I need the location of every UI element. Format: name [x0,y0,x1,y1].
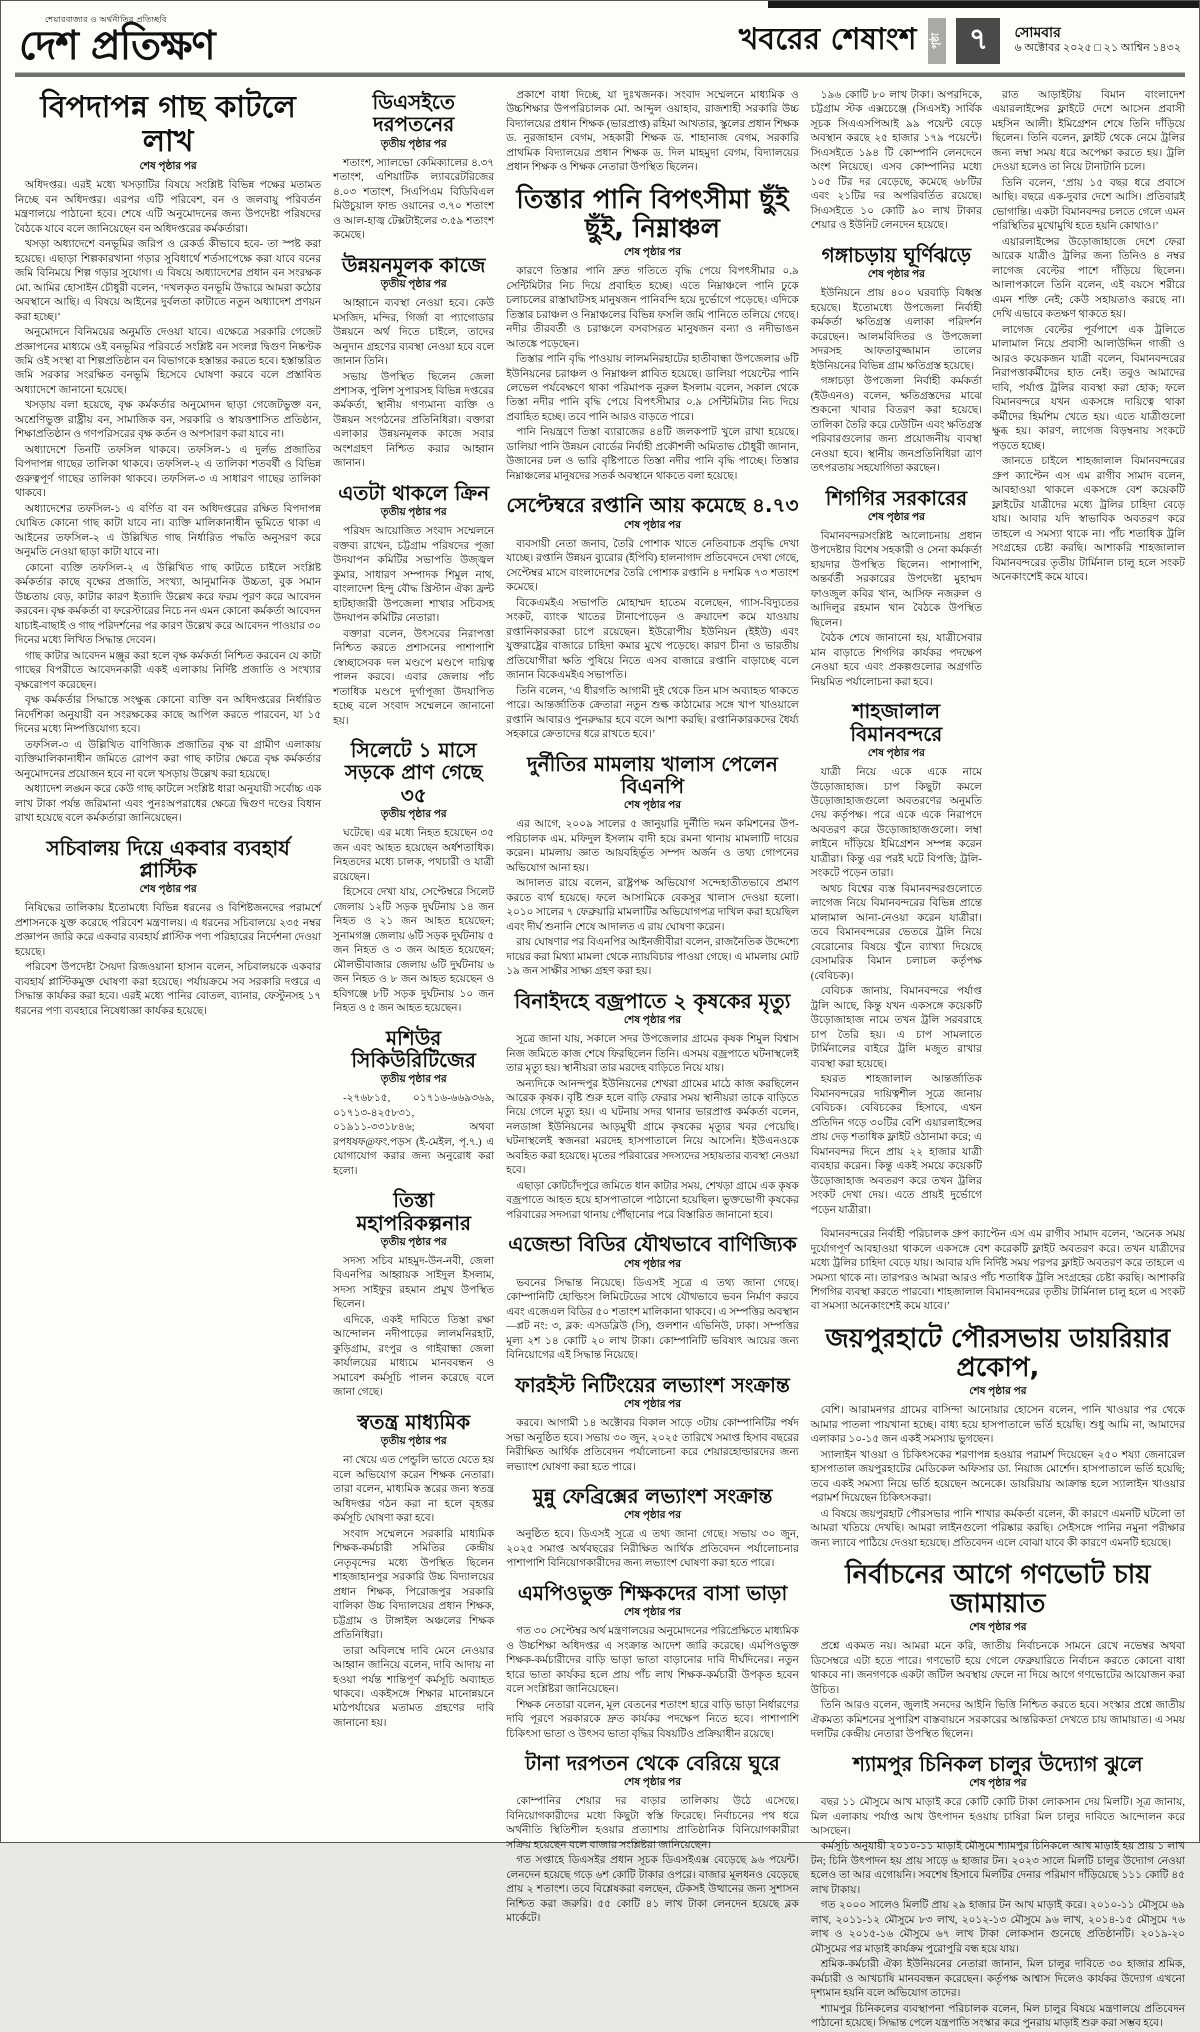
story-trolley-continued [992,89,1185,585]
story-headline: তিস্তার পানি বিপৎসীমা ছুঁই ছুঁই, নিম্নাঞ্চল [516,184,789,245]
story-headline: শাহজালাল বিমানবন্দরে [850,699,943,746]
story-body: ব্যবসায়ী নেতা জনাব, তৈরি পোশাক খাতে নেতিবাচক প্রবৃদ্ধি দেখা যাচ্ছে। রপ্তানি উন্নয়ন ব্যুরোর (ইপিবি) হালনাগাদ প্রতিবেদনে দেখা গেছে, সেপ্টেম্বর মাসে বাংলাদেশের তৈরি পোশাক রপ্তানি ৪ দশমিক ৭৩ শতাংশ কমেছে। বিকেএমইএ সভাপতি মোহাম্মদ হাতেম বলেছেন, গ্যাস-বিদ্যুতের সংকট, ব্যাংক খাতের টানাপোড়েন ও ক্রয়াদেশ কমে যাওয়ায় রপ্তানিকারকরা চাপে রয়েছেন। ইউরোপীয় ইউনিয়ন (ইইউ) এবং যুক্তরাষ্ট্রের বাজারে চাহিদা কমার মুখে পড়েছে। কারণ চীনা ও ভারতীয় প্রতিযোগীরা ক্ষতি পুষিয়ে নিতে এসব বাজারে রপ্তানি বাড়াচ্ছে বলে জানান বিকেএমইএ সভাপতি। তিনি বলেন, ‘এ ধীরগতি আগামী দুই থেকে তিন মাস অব্যাহত থাকতে পারে। আন্তর্জাতিক ক্রেতারা নতুন শুল্ক কাঠামোর সঙ্গে খাপ খাওয়ালে রপ্তানি আবারও পুনরুদ্ধার হবে বলে আশা করছি। রপ্তানিকারকদের ধৈর্য্য সহকারে ক্রেতাদের ধরে রাখতে হবে।’ [506,538,799,741]
column-ef [810,89,1185,2030]
continued-note: শেষ পৃষ্ঠার পর [623,800,682,812]
story-headline: সিলেটে ১ মাসে সড়কে প্রাণ গেছে ৩৫ [344,738,483,807]
continued-note: শেষ পৃষ্ঠার পর [139,161,197,173]
story-body: বেশি। আরামনগর গ্রামের বাসিন্দা আনোয়ার হোসেন বলেন, পানি খাওয়ার পর থেকে আমার পাতলা পায়খানা হচ্ছে। বাধ্য হয়ে হাসপাতালে ভর্তি হয়েছি। শুধু আমি না, আমাদের এলাকার ১০-১৫ জন একই সমস্যায় ভুগছেন। স্যালাইন খাওয়া ও চিকিৎসকের শরণাপন্ন হওয়ার পরামর্শ দিয়েছেন ২৫০ শয্যা জেনারেল হাসপাতাল জয়পুরহাটের মেডিকেল অফিসার ডা. নিয়াজ মোর্শেদ। হাসপাতালে ভর্তি হয়েছি; তবে একই সমস্যা নিয়ে ভর্তি হয়েছেন অনেকে। ডায়রিয়ায় আক্রান্ত হলে স্যালাইন খাওয়ার পরামর্শ দিয়েছেন চিকিৎসকরা। এ বিষয়ে জয়পুরহাট পৌরসভার পানি শাখার কর্মকর্তা বলেন, কী কারণে এমনটি ঘটলো তা আমরা খতিয়ে দেখছি। আমরা লাইনগুলো পরিষ্কার করছি। সেইসঙ্গে পানির নমুনা পরীক্ষার জন্য ল্যাবে পাঠিয়ে দেওয়া হয়েছে। প্রতিবেদন এলে বোঝা যাবে কী কারণে এমনটি হয়েছে। [810,1405,1185,1549]
story-referendum-jamaat [811,1561,1185,1743]
continued-note: শেষ পৃষ্ঠার পর [623,1399,682,1411]
story-headline: এতটা থাকলে ক্রিন [338,480,490,505]
continued-note: তৃতীয় পৃষ্ঠার পর [380,507,447,519]
masthead [19,15,215,69]
story-shahjalal-airport [811,700,982,1218]
story-headline: শিগগির সরকারের [825,485,968,510]
story-separate-secondary [333,1411,494,1732]
story-body: অধিদপ্তর। এরই মধ্যে খসড়াটির বিষয়ে সংশ্লিষ্ট বিভিন্ন পক্ষের মতামত নিচ্ছে বন অধিদপ্তর। এরপর এটি পরিবেশ, বন ও জলবায়ু পরিবর্তন মন্ত্রণালয়ে পাঠানো হবে। শেষে এটি অনুমোদনের জন্য উপদেষ্টা পরিষদের বৈঠকে যাবে বলে জানিয়েছেন বন অধিদপ্তরের কর্মকর্তারা। খসড়া অধ্যাদেশে বনভূমির জরিপ ও রেকর্ড কীভাবে হবে- তা স্পষ্ট করা হয়েছে। এছাড়া শিল্পকারখানা গড়ার সুবিধার্থে শর্তসাপেক্ষে করা যাবে বনের জমি বিনিময়ে শিল্প গড়ার সুযোগ। এ বিষয়ে অধ্যাদেশের প্রধান বন সংরক্ষক মো. আমির হোসাইন চৌধুরী বলেন, ‘দখলকৃত বনভূমি উদ্ধারে আমরা কঠোর অবস্থানে আছি। এ বিষয়ে আইনের দুর্বলতা কাটাতে নতুন অধ্যাদেশ প্রণয়ন করা হচ্ছে।’ অনুমোদনে বিনিময়ের অনুমতি দেওয়া যাবে। এক্ষেত্রে সরকারি গেজেট প্রজ্ঞাপনের মাধ্যমে ওই বনভূমির পরিবর্তে সংশ্লিষ্ট বন সংলগ্ন দ্বিগুণ নিষ্কণ্টক জমি ওই সংস্থা বা শিল্পপ্রতিষ্ঠান বন বিভাগকে হস্তান্তর করতে হবে। হস্তান্তরিত জমি সরকার সংরক্ষিত বনভূমি হিসেবে ঘোষণা করবে বলে প্রস্তাবিত অধ্যাদেশে জানানো হয়েছে। খসড়ায় বলা হয়েছে, বৃক্ষ কর্মকর্তার অনুমোদন ছাড়া গেজেটভুক্ত বন, অশ্রেণিভুক্ত রাষ্ট্রীয় বন, সামাজিক বন, সরকারি ও স্বায়ত্তশাসিত প্রতিষ্ঠান, শিক্ষাপ্রতিষ্ঠান ও গণপরিসরের বৃক্ষ কর্তন ও অপসারণ করা যাবে না। অধ্যাদেশে তিনটি তফসিল থাকবে। তফসিল-১ এ দুর্লভ প্রজাতির বিপদাপন্ন গাছের তালিকা থাকবে। তফসিল-২ এ তালিকা শতবর্ষী ও বিভিন্ন গুরুত্বপূর্ণ গাছের তালিকা থাকবে। তফসিল-৩ এ সাধারণ গাছের তালিকা থাকবে। অধ্যাদেশের তফসিল-১ এ বর্ণিত বা বন অধিদপ্তরের রক্ষিত বিপদাপন্ন ঘোষিত কোনো গাছ কাটা যাবে না। ব্যক্তি মালিকানাধীন ভূমিতে থাকা এ আইনের তফসিল-২ এ উল্লিখিত গাছ নির্ধারিত পদ্ধতি অনুসরণ করে অনুমতি নেওয়া ছাড়া কাটা যাবে না। কোনো ব্যক্তি তফসিল-২ এ উল্লিখিত গাছ কাটতে চাইলে সংশ্লিষ্ট কর্মকর্তার কাছে বৃক্ষের প্রজাতি, সংখ্যা, আনুমানিক উচ্চতা, বুক সমান উচ্চতায় বেড়, কাটার কারণ ইত্যাদি উল্লেখ করে ফরম পূরণ করে আবেদন করবেন। বৃক্ষ কর্মকর্তা বা ফরেস্টারের নিচে নন এমন কোনো কর্মকর্তা আবেদন যাচাই-বাছাই ও গাছ পরিদর্শনের পর কারণ উল্লেখ করে আবেদন পাওয়ার ৩০ দিনের মধ্যে লিখিত সিদ্ধান্ত দেবেন। গাছ কাটার আবেদন মঞ্জুর করা হলে বৃক্ষ কর্মকর্তা নিশ্চিত করবেন যে কাটা গাছের বিপরীতে আবেদনকারী একই এলাকায় নির্দিষ্ট প্রজাতি ও সংখ্যার বৃক্ষরোপণ করেছেন। বৃক্ষ কর্মকর্তার সিদ্ধান্তে সংক্ষুব্ধ কোনো ব্যক্তি বন অধিদপ্তরের নির্ধারিত নির্দেশিকা অনুযায়ী বন সংরক্ষকের কাছে আপিল করতে পারবেন, যা ১৫ দিনের মধ্যে নিষ্পত্তিযোগ্য হবে। তফসিল-৩ এ উল্লিখিত বাণিজ্যিক প্রজাতির বৃক্ষ বা গ্রামীণ এলাকায় ব্যক্তিমালিকানাধীন জমিতে রোপণ করা গাছ কাটার ক্ষেত্রে বৃক্ষ কর্মকর্তার অনুমোদনের প্রয়োজন হবে না বলে খসড়ায় উল্লেখ করা হয়েছে। অধ্যাদেশ লঙ্ঘন করে কেউ গাছ কাটলে সংশ্লিষ্ট ধারা অনুযায়ী সর্বোচ্চ এক লাখ টাকা পর্যন্ত জরিমানা এবং পুনঃঅপরাধের ক্ষেত্রে দ্বিগুণ দণ্ডের বিধান রাখা হয়েছে বলে কর্মকর্তারা জানিয়েছেন। [15,180,322,825]
continued-note: শেষ পৃষ্ঠার পর [623,519,682,531]
story-gangachara-storm [811,244,982,477]
story-body: কারণে তিস্তার পানি দ্রুত গতিতে বৃদ্ধি পেয়ে বিপৎসীমার ০.৯ সেন্টিমিটার নিচ দিয়ে প্রবাহিত হচ্ছে। এতে নিম্নাঞ্চলে পানি ঢুকে চলাচলের রাস্তাঘাটসহ মানুষজন পানিবন্দি হয়ে দুর্ভোগে পড়েছে। এদিকে তিস্তার চরাঞ্চল ও নিম্নাঞ্চলের বিভিন্ন ফসলি জমি পানিতে তলিয়ে গেছে। নদীর তীরবর্তী ও চরাঞ্চলে বসবাসরত মানুষজন বন্যা ও নদীভাঙন আতঙ্কে পড়েছেন। তিস্তার পানি বৃদ্ধি পাওয়ায় লালমনিরহাটের হাতীবান্ধা উপজেলার ৬টি ইউনিয়নের চরাঞ্চল ও নিম্নাঞ্চল প্লাবিত হয়েছে। ডালিয়া পয়েন্টের পানি লেভেল পর্যবেক্ষণে থাকা পরিমাপক নুরুল ইসলাম বলেন, সকাল থেকে তিস্তা নদীর পানি বৃদ্ধি পেয়ে বিপৎসীমার ০.৯ সেন্টিমিটার নিচ দিয়ে প্রবাহিত হচ্ছে। তবে পানি আরও বাড়তে পারে। পানি নিয়ন্ত্রণে তিস্তা ব্যারাজের ৪৪টি জলকপাট খুলে রাখা হয়েছে। ডালিয়া পানি উন্নয়ন বোর্ডের নির্বাহী প্রকৌশলী অমিতাভ চৌধুরী জানান, উজানের ঢল ও ভারি বৃষ্টিপাতে তিস্তা নদীর পানি বৃদ্ধি পাচ্ছে। তিস্তার নিম্নাঞ্চলের মানুষদের সতর্ক অবস্থানে থাকতে বলা হয়েছে। [506,266,799,482]
story-body: ইউনিয়নে প্রায় ৪০০ ঘরবাড়ি বিধ্বস্ত হয়েছে। ইতোমধ্যে উপজেলা নির্বাহী কর্মকর্তা ক্ষতিগ্রস্ত এলাকা পরিদর্শন করেছেন। আলমবিদিতর ও উপজেলা সদরসহ আফতাবুজ্জামান তালের ইউনিয়নের বিভিন্ন গ্রাম ক্ষতিগ্রস্ত হয়েছে। গঙ্গাচড়া উপজেলা নির্বাহী কর্মকর্তা (ইউএনও) বলেন, ক্ষতিগ্রস্তদের মাঝে শুকনো খাবার বিতরণ করা হয়েছে। তালিকা তৈরি করে ঢেউটিন এবং ক্ষতিগ্রস্ত পরিবারগুলোর জন্য প্রয়োজনীয় ব্যবস্থা নেওয়া হবে। স্থানীয় জনপ্রতিনিধিরা ত্রাণ তৎপরতায় সহযোগিতা করছেন। [810,288,982,475]
page-number: ৭ [956,18,1000,64]
story-body: আহ্বানে ব্যবস্থা নেওয়া হবে। কেউ মসজিদ, মন্দির, গির্জা বা প্যাগোডার উন্নয়নে অর্থ দিতে চাইলে, তাদের অনুদান গ্রহণের ব্যবস্থা নেওয়া হবে বলে জানান তিনি। সভায় উপস্থিত ছিলেন জেলা প্রশাসক, পুলিশ সুপারসহ বিভিন্ন দপ্তরের কর্মকর্তা, স্থানীয় গণ্যমান্য ব্যক্তি ও উন্নয়ন সংগঠনের প্রতিনিধিরা। বক্তারা এলাকার উন্নয়নমূলক কাজে সবার অংশগ্রহণ নিশ্চিত করার আহ্বান জানান। [333,298,495,470]
story-body: করবে। আগামী ১৪ অক্টোবর বিকাল সাড়ে ৩টায় কোম্পানিটির পর্ষদ সভা অনুষ্ঠিত হবে। সভায় ৩০ জুন, ২০২৫ তারিখে সমাপ্ত হিসাব বছরের নিরীক্ষিত আর্থিক প্রতিবেদন পর্যালোচনা করে শেয়ারহোল্ডারদের জন্য লভ্যাংশ ঘোষণা করা হতে পারে। [506,1418,799,1473]
story-headline: মুন্নু ফেব্রিক্সের লভ্যাংশ সংক্রান্ত [532,1483,773,1508]
story-body: -২৭৬৮১৫, ০১৭১৬-৬৬৯৩৬৯, ০১৭১৩-৪২৫৮৩১, ০১৯১১-৩৩১৮৪৬; অথবা রপধষফ@ফং.পড়স (ই-মেইল, পৃ.৭.) এ যোগাযোগ করার জন্য অনুরোধ করা হলো। [333,1093,495,1177]
continued-note: শেষ পৃষ্ঠার পর [139,884,197,896]
story-mpo-house-rent [506,1582,799,1742]
story-body: ঘটেছে। এর মধ্যে নিহত হয়েছেন ৩৫ জন এবং আহত হয়েছেন অর্ধশতাধিক। নিহতদের মধ্যে চালক, পথচারী ও যাত্রী রয়েছেন। হিসেবে দেখা যায়, সেপ্টেম্বরে সিলেট জেলায় ১২টি সড়ক দুর্ঘটনায় ১৪ জন নিহত ও ২১ জন আহত হয়েছেন; সুনামগঞ্জ জেলায় ৬টি সড়ক দুর্ঘটনায় ৫ জন নিহত ও ৩ জন আহত হয়েছেন; মৌলভীবাজার জেলায় ৬টি দুর্ঘটনায় ৬ জন নিহত ও ৮ জন আহত হয়েছেন ও হবিগঞ্জে ৮টি সড়ক দুর্ঘটনায় ১০ জন নিহত ও ৫ জন আহত হয়েছেন। [333,828,495,1015]
continued-note: শেষ পৃষ্ঠার পর [623,1777,682,1789]
story-body: অনুষ্ঠিত হবে। ডিএসই সূত্রে এ তথ্য জানা গেছে। সভায় ৩০ জুন, ২০২৫ সমাপ্ত অর্থবছরের নিরীক্ষিত আর্থিক প্রতিবেদন পর্যালোচনার পাশাপাশি বিনিয়োগকারীদের জন্য লভ্যাংশ ঘোষণা করা হতে পারে। [506,1529,799,1570]
story-headline: তিস্তা মহাপরিকল্পনার [356,1188,472,1235]
story-headline: নির্বাচনের আগে গণভোট চায় জামায়াত [845,1560,1151,1620]
story-headline: বিপদাপন্ন গাছ কাটলে লাখ [40,90,296,159]
story-soon-government [811,487,982,691]
story-dse-decline [333,91,494,244]
date-block [1010,25,1181,56]
story-headline: টানা দরপতন থেকে বেরিয়ে ঘুরে [525,1751,780,1776]
story-headline: সচিবালয় দিয়ে একবার ব্যবহার্য প্লাস্টিক [46,835,290,882]
story-headline: স্বতন্ত্র মাধ্যমিক [357,1409,471,1434]
column-a [15,89,321,1803]
story-body: বিমানবন্দরসংশ্লিষ্ট আলোচনায় প্রধান উপদেষ্টার বিশেষ সহকারী ও সেনা কর্মকর্তা হায়দার উপস্থিত ছিলেন। পাশাপাশি, অন্তর্বর্তী সরকারের উপদেষ্টা মুহাম্মদ ফাওজুল কবির খান, আসিফ নজরুল ও আদিলুর রহমান খান বৈঠকে উপস্থিত ছিলেন। বৈঠক শেষে জানানো হয়, যাত্রীসেবার মান বাড়াতে শিগগির কার্যকর পদক্ষেপ নেওয়া হবে এবং প্রকল্পগুলোর অগ্রগতি নিয়মিত পর্যালোচনা করা হবে। [810,530,982,688]
continued-note: শেষ পৃষ্ঠার পর [867,269,925,281]
story-body: এর আগে, ২০০৯ সালের ৫ জানুয়ারি দুর্নীতি দমন কমিশনের উপ-পরিচালক এম. মফিদুল ইসলাম বাদী হয়ে রমনা থানায় মামলাটি দায়ের করেন। মামলায় জ্ঞাত আয়বহির্ভূত সম্পদ অর্জন ও তথ্য গোপনের অভিযোগ আনা হয়। আদালত রায়ে বলেন, রাষ্ট্রপক্ষ অভিযোগ সন্দেহাতীতভাবে প্রমাণ করতে ব্যর্থ হয়েছে। ফলে আসামিকে বেকসুর খালাস দেওয়া হলো। ২০১০ সালের ৭ ফেব্রুয়ারি মামলাটির অভিযোগপত্র দাখিল করা হয়েছিল এবং দীর্ঘ শুনানি শেষে আদালত এ রায় ঘোষণা করেন। রায় ঘোষণার পর বিএনপির আইনজীবীরা বলেন, রাজনৈতিক উদ্দেশ্যে দায়ের করা মিথ্যা মামলা থেকে ন্যায়বিচার পাওয়া গেছে। এ মামলায় মোট ১৯ জন সাক্ষীর সাক্ষ্য গ্রহণ করা হয়। [506,819,799,978]
story-export-decline [506,494,799,742]
story-development-work [333,254,494,472]
continued-note: শেষ পৃষ্ঠার পর [969,1778,1027,1790]
date-line: ৬ অক্টোবর ২০২৫ □ ২১ আশ্বিন ১৪৩২ [1014,42,1181,55]
newspaper-title: দেশ প্রতিক্ষণ [19,23,215,69]
page-content [1,87,1199,2030]
continued-note: তৃতীয় পৃষ্ঠার পর [380,279,447,291]
continued-note: শেষ পৃষ্ঠার পর [623,247,682,259]
story-munnu-dividend [506,1485,799,1572]
continued-note: শেষ পৃষ্ঠার পর [623,1510,682,1522]
masthead-tagline: শেয়ারবাজার ও অর্থনীতির প্রতিচ্ছবি [45,15,167,24]
story-headline: দুর্নীতির মামলায় খালাস পেলেন বিএনপি [527,751,778,798]
continued-note: তৃতীয় পৃষ্ঠার পর [380,1436,447,1448]
story-headline: শ্যামপুর চিনিকল চালুর উদ্যোগ ঝুলে [853,1751,1143,1776]
column-e-top [811,89,982,1228]
story-headline: ফারইস্ট নিটিংয়ের লভ্যাংশ সংক্রান্ত [515,1372,790,1397]
section-title: খবরের শেষাংশ [738,22,917,57]
story-lightning-deaths [506,990,799,1224]
continued-note: তৃতীয় পৃষ্ঠার পর [380,138,447,150]
story-body: নিষিদ্ধের তালিকায় ইতোমধ্যে বিভিন্ন ধরনের ও বিশিষ্টজনদের পরামর্শে প্রশাসনকে যুক্ত করেছে পরিবেশ মন্ত্রণালয়। এ ধরনের সচিবালয়ে ২৩৫ নম্বর প্রজ্ঞাপন জারি করে একবার ব্যবহার্য প্লাস্টিক পণ্য পরিহারের নির্দেশনা দেওয়া হয়েছে। পরিবেশ উপদেষ্টা সৈয়দা রিজওয়ানা হাসান বলেন, সচিবালয়কে একবার ব্যবহার্য প্লাস্টিকমুক্ত ঘোষণা করা হয়েছে। পর্যায়ক্রমে সব সরকারি দপ্তরে এ সিদ্ধান্ত কার্যকর করা হবে। এরই মধ্যে পানির বোতল, ব্যানার, ফেস্টুনসহ ১৭ ধরনের পণ্য ব্যবহারে নিষেধাজ্ঞা কার্যকর হয়েছে। [15,903,322,1017]
story-teachers-continued [506,89,799,176]
story-body: না খেয়ে এত পেন্ডুলি ভাতে যেতে হয় বলে অভিযোগ করেন শিক্ষক নেতারা। তারা বলেন, মাধ্যমিক স্তরের জন্য স্বতন্ত্র অধিদপ্তর গঠন করা না হলে বৃহত্তর কর্মসূচি ঘোষণা করা হবে। সংবাদ সম্মেলনে সরকারি মাধ্যমিক শিক্ষক-কর্মচারী সমিতির কেন্দ্রীয় নেতৃবৃন্দের মধ্যে উপস্থিত ছিলেন শাহজাহানপুর সরকারি উচ্চ বিদ্যালয়ের প্রধান শিক্ষক, পিরোজপুর সরকারি বালিকা উচ্চ বিদ্যালয়ের প্রধান শিক্ষক, চট্টগ্রাম ও টাঙ্গাইল অঞ্চলের শিক্ষক প্রতিনিধিরা। তারা অবিলম্বে দাবি মেনে নেওয়ার আহ্বান জানিয়ে বলেন, দাবি আদায় না হওয়া পর্যন্ত শান্তিপূর্ণ কর্মসূচি অব্যাহত থাকবে। একইসঙ্গে শিক্ষার মানোন্নয়নে মাঠপর্যায়ের মতামত গ্রহণের দাবি জানানো হয়। [333,1455,495,1729]
story-etota [333,482,494,729]
story-moshiur-securities [333,1027,494,1180]
story-body: গত ৩০ সেপ্টেম্বর অর্থ মন্ত্রণালয়ের অনুমোদনের পরিপ্রেক্ষিতে মাধ্যমিক ও উচ্চশিক্ষা অধিদপ্তর এ সংক্রান্ত আদেশ জারি করেছে। এমপিওভুক্ত শিক্ষক-কর্মচারীদের বাড়ি ভাড়া ভাতা বাড়ানোর দাবি দীর্ঘদিনের। নতুন হারে ভাতা কার্যকর হলে প্রায় পাঁচ লাখ শিক্ষক-কর্মচারী উপকৃত হবেন বলে সংশ্লিষ্টরা জানিয়েছেন। শিক্ষক নেতারা বলেন, মূল বেতনের শতাংশ হারে বাড়ি ভাড়া নির্ধারণের দাবি পূরণে সরকারকে দ্রুত কার্যকর পদক্ষেপ নিতে হবে। পাশাপাশি চিকিৎসা ভাতা ও উৎসব ভাতা বৃদ্ধির বিষয়টিও প্রক্রিয়াধীন রয়েছে। [506,1626,799,1740]
story-teesta-masterplan [333,1189,494,1401]
story-body: কোম্পানির শেয়ার দর বাড়ার তালিকায় উঠে এসেছে। বিনিয়োগকারীদের মধ্যে কিছুটা স্বস্তি ফিরেছে। নির্বাচনের পথ ধরে অর্থনীতি স্থিতিশীল হওয়ার প্রত্যাশায় প্রাতিষ্ঠানিক বিনিয়োগকারীরা সক্রিয় হয়েছেন বলে বাজার সংশ্লিষ্টরা জানিয়েছেন। গত সপ্তাহে ডিএসইর প্রধান সূচক ডিএসইএক্স বেড়েছে ৯৬ পয়েন্ট। লেনদেন হয়েছে গড়ে ৬শ কোটি টাকার ওপরে। বাজার মূলধনও বেড়েছে প্রায় ২ শতাংশ। তবে বিশ্লেষকরা বলছেন, টেকসই উত্থানের জন্য সুশাসন নিশ্চিত করা জরুরি। ৫৫ কোটি ৪১ লাখ টাকা লেনদেন হয়েছে ব্লক মার্কেটে। [506,1796,799,1925]
column-b [333,89,494,1803]
story-headline: এমপিওভুক্ত শিক্ষকদের বাসা ভাড়া [517,1580,788,1605]
page-header [1,1,1199,72]
page-label: পৃষ্ঠা [928,18,946,64]
continued-note: তৃতীয় পৃষ্ঠার পর [380,1074,447,1086]
story-body: সূত্রে জানা যায়, সকালে সদর উপজেলার গ্রামের কৃষক শিমুল বিশ্বাস নিজ জমিতে কাজ শেষে ফিরছিলেন তিনি। এসময় বজ্রপাতে ঘটনাস্থলেই তার মৃত্যু হয়। স্থানীয়রা তার মরদেহ বাড়িতে নিয়ে যায়। অন্যদিকে আনন্দপুর ইউনিয়নের শেখরা গ্রামের মাঠে কাজ করছিলেন আরেক কৃষক। বৃষ্টি শুরু হলে বাড়ি ফেরার সময় স্থানীয়রা তাকে বাড়িতে নিয়ে গেলে মৃত্যু হয়। এ ঘটনায় সদর থানার ভারপ্রাপ্ত কর্মকর্তা বলেন, নলডাঙ্গা ইউনিয়নের আড়মুখী গ্রামে কৃষকের মৃত্যুর খবর পেয়েছি। ঘটনাস্থলেই স্বজনরা মরদেহ হাসপাতালে নিয়ে আসেনি। ইউএনওকে অবহিত করা হয়েছে। মৃতের পরিবারের সদস্যদের সহায়তার ব্যবস্থা নেওয়া হবে। এছাড়া কোটচাঁদপুরে জমিতে ধান কাটার সময়, শেখড়া গ্রামে এক কৃষক বজ্রপাতে আহত হয়ে হাসপাতালে পাঠানো হয়েছিল। ভুক্তভোগী কৃষকের পরিবারের সদস্যরা থানায় পৌঁছানোর পরে বিস্তারিত জানানো হবে। [506,1034,799,1221]
continued-note: শেষ পৃষ্ঠার পর [867,748,925,760]
story-headline: বিনাইদহে বজ্রপাতে ২ কৃষকের মৃত্যু [514,988,791,1013]
story-market-rebound [506,1752,799,1927]
header-right [739,15,1181,66]
story-secretariat-plastic [15,837,321,1020]
story-headline: উন্নয়নমূলক কাজে [341,252,486,277]
story-bnp-acquitted [506,753,799,980]
story-shahjalal-quote [811,1228,1185,1315]
story-body: রাত আড়াইটায় বিমান বাংলাদেশ এয়ারলাইন্সের ফ্লাইটে দেশে আসেন প্রবাসী মহসিন আলী। ইমিগ্রেশন শেষে তিনি দাঁড়িয়ে ছিলেন। তিনি বলেন, ফ্লাইট থেকে নেমে ট্রলির জন্য লম্বা সময় ধরে অপেক্ষা করতে হয়। ট্রলি দেওয়া হলেও তা নিয়ে টানাটানি চলে। তিনি বলেন, ‘প্রায় ১৫ বছর ধরে প্রবাসে আছি। বছরে এক-দুবার দেশে আসি। প্রতিবারই ভোগান্তি। একটা বিমানবন্দর চলতে গেলে এমন পরিস্থিতির মুখোমুখি হতে হয়নি কোথাও।’ এয়ারলাইন্সের উড়োজাহাজে দেশে ফেরা আরেক যাত্রীও ট্রলির জন্য তিনিও ৪ নম্বর লাগেজ বেল্টের পাশে দাঁড়িয়ে ছিলেন। আলাপকালে তিনি বলেন, এই বয়সে শরীরে এমন শক্তি নেই; কেউ সহায়তাও করছে না। দেখি এভাবে কতক্ষণ থাকতে হয়। লাগেজ বেল্টের পূর্বপাশে এক ট্রলিতে মালামাল নিয়ে প্রবাসী আলাউদ্দিন গাজী ও আরও কয়েকজন যাত্রী বলেন, বিমানবন্দরের নিরাপত্তাকর্মীদের হাত নেই। তবুও আমাদের দাবি, পর্যাপ্ত ট্রলির ব্যবস্থা করা হোক; ফলে বিমানবন্দরে যখন একসঙ্গে দায়িত্বে থাকা কর্মীদের হিমশিম খেতে হয়। এতে যাত্রীগুলো ক্ষুব্ধ হয়। কারণ, লাগেজ বিড়ম্বনায় সংকটে পড়তে হচ্ছে। জানতে চাইলে শাহজালাল বিমানবন্দরের গ্রুপ ক্যাপ্টেন এস এম রাগীব সামাদ বলেন, আবহাওয়া থাকলে একসঙ্গে বেশ কয়েকটি ফ্লাইটের যাত্রীদের মধ্যে ট্রলির চাহিদা বেড়ে যায়। আবার যদি স্বাভাবিক অবতরণ করে তাহলে এ সমস্যা থাকে না। পাঁচ শতাধিক ট্রলি সংগ্রহের চেষ্টা করছি। আশাকরি শাহজালাল বিমানবন্দরের তৃতীয় টার্মিনাল চালু হলে সংকট অনেকাংশেই কমে যাবে। [991,90,1185,583]
weekday: সোমবার [1014,24,1061,41]
continued-note: শেষ পৃষ্ঠার পর [969,1622,1027,1634]
story-headline: জয়পুরহাটে পৌরসভায় ডায়রিয়ার প্রকোপ, [825,1323,1171,1384]
story-shampur-sugar-mill [811,1753,1185,2032]
story-body: বছর ১১ মৌসুমে আখ মাড়াই করে কোটি কোটি টাকা লোকসান দেয় মিলটি। সূত্র জানায়, মিল এলাকায় পর্যাপ্ত আখ উৎপাদন হওয়ায় চাষিরা মিল চালুর দাবিতে আন্দোলন করে আসছেন। কর্মসূচি অনুযায়ী ২০১০-১১ মাড়াই মৌসুমে শ্যামপুর চিনিকলে আখ মাড়াই হয় প্রায় ১ লাখ টন; চিনি উৎপাদন হয় প্রায় সাড়ে ৬ হাজার টন। ২০২৩ সালে মিলটি চালুর উদ্যোগ নেওয়া হলেও তা আর এগোয়নি। সবশেষ হিসাবে মিলটির দেনার পরিমাণ দাঁড়িয়েছে ১১১ কোটি ৪৫ লাখ টাকায়। গত ২০০০ সালেও মিলটি প্রায় ২৯ হাজার টন আখ মাড়াই করে। ২০১০-১১ মৌসুমে ৬৯ লাখ, ২০১১-১২ মৌসুমে ৮৩ লাখ, ২০১২-১৩ মৌসুমে ৯৬ লাখ, ২০১৪-১৫ মৌসুমে ৭৬ লাখ ও ২০১৫-১৬ মৌসুমে ৬৭ লাখ টাকা লোকসান গুনেছে প্রতিষ্ঠানটি। ২০১৯-২০ মৌসুমের পর মাড়াই কার্যক্রম পুরোপুরি বন্ধ হয়ে যায়। শ্রমিক-কর্মচারী ঐক্য ইউনিয়নের নেতারা জানান, মিল চালুর দাবিতে ৩০ হাজার শ্রমিক, কর্মচারী ও আখচাষি মানববন্ধন করেছেন। কর্তৃপক্ষ আশ্বাস দিলেও কার্যকর উদ্যোগ এখনো দৃশ্যমান হয়নি বলে অভিযোগ তাদের। শ্যামপুর চিনিকলের ব্যবস্থাপনা পরিচালক বলেন, মিল চালুর বিষয়ে মন্ত্রণালয়ে প্রতিবেদন পাঠানো হয়েছে। সিদ্ধান্ত পেলে যন্ত্রপাতি সংস্কার করে পুনরায় মাড়াই শুরু করা সম্ভব হবে। [810,1797,1185,2030]
story-body: যাত্রী নিয়ে একে একে নামে উড়োজাহাজ। চাপ কিছুটা কমলে উড়োজাহাজগুলো অবতরণের অনুমতি দেয় কর্তৃপক্ষ। পরে একে একে নিরাপদে অবতরণ করে উড়োজাহাজগুলো। লম্বা লাইনে দাঁড়িয়ে ইমিগ্রেশন সম্পন্ন করেন যাত্রীরা। কিন্তু এর পরই ঘটে বিপত্তি; ট্রলি-সংকটে পড়েন তারা। অথচ বিশ্বের ব্যস্ত বিমানবন্দরগুলোতে লাগেজ নিয়ে বিমানবন্দরের বিভিন্ন প্রান্তে মালামাল আনা-নেওয়া করেন যাত্রীরা। তবে বিমানবন্দরের ভেতরে ট্রলি নিয়ে বেরোনোর বিষয়ে খুঁনে ব্যাখ্যা দিয়েছে বেসামরিক বিমান চলাচল কর্তৃপক্ষ (বেবিচক)। বেবিচক জানায়, বিমানবন্দরে পর্যাপ্ত ট্রলি আছে, কিন্তু যখন একসঙ্গে কয়েকটি উড়োজাহাজ নামে তখন ট্রলি সরবরাহে চাপ তৈরি হয়। এ চাপ সামলাতে টার্মিনালের বাইরে ট্রলি মজুত রাখার ব্যবস্থা করা হয়েছে। হযরত শাহজালাল আন্তর্জাতিক বিমানবন্দরের দায়িত্বশীল সূত্রে জানায় বেবিচক। বেবিচকের হিসাবে, এখন প্রতিদিন গড়ে ৩০টির বেশি এয়ারলাইন্সের প্রায় দেড় শতাধিক ফ্লাইট ওঠানামা করে; এ বিমানবন্দর দিনে প্রায় ২২ হাজার যাত্রী ব্যবহার করেন। কিন্তু একই সময়ে কয়েকটি উড়োজাহাজ অবতরণ করে তখন ট্রলির সংকট দেখা দেয়। এতে প্রায়ই দুর্ভোগে পড়েন যাত্রীরা। [810,767,982,1216]
continued-note: শেষ পৃষ্ঠার পর [623,1607,682,1619]
story-body: প্রকাশে বাধা দিচ্ছে, যা দুঃখজনক। সংবাদ সম্মেলনে মাধ্যমিক ও উচ্চশিক্ষার উপপরিচালক মো. আব্দুল ওয়াহাব, রাজশাহী সরকারি উচ্চ বিদ্যালয়ের প্রধান শিক্ষক (ভারপ্রাপ্ত) রহিমা আখতার, স্কুলের প্রধান শিক্ষক ড. নুরজাহান বেগম, সহকারী শিক্ষক ড. শাহানাজ বেগম, সরকারি প্রাথমিক বিদ্যালয়ের প্রধান শিক্ষক ড. দিল মাহমুদা বেগম, বিদ্যালয়ের প্রধান শিক্ষক ও শিক্ষক নেতারা উপস্থিত ছিলেন। [506,90,799,174]
story-headline: মশিউর সিকিউরিটিজের [351,1025,476,1072]
story-body: ভবনের সিদ্ধান্ত নিয়েছে। ডিএসই সূত্রে এ তথ্য জানা গেছে। কোম্পানিটি হোল্ডিংস লিমিটেডের সাথে যৌথভাবে ভবন নির্মাণ করবে এবং এজেএল বিডির ৫০ শতাংশ মালিকানা থাকবে। এ সম্পত্তির অবস্থান—প্লট নং: ৩, ব্লক: এসডব্লিউ (সি), গুলশান এভিনিউ, ঢাকা। সম্পত্তির মূল্য ২শ ১৪ কোটি ২০ লাখ টাকা। কোম্পানিটি ভবিষ্যৎ আয়ের জন্য বিনিয়োগের এই সিদ্ধান্ত নিয়েছে। [506,1277,799,1362]
story-agenda-bd [506,1233,799,1363]
scan-edge-artifact [768,1,1199,8]
story-joypurhat-diarrhea [811,1325,1185,1551]
story-cse-market-continued [811,89,982,234]
story-fareast-dividend [506,1374,799,1475]
story-body: ১৯৬ কোটি ৮০ লাখ টাকা। অপরদিকে, চট্টগ্রাম স্টক এক্সচেঞ্জে (সিএসই) সার্বিক সূচক সিএএসপিআই ৯৯ পয়েন্ট বেড়ে অবস্থান করছে ২৫ হাজার ১৭৯ পয়েন্টে। সিএসইতে ১৯৪ টি কোম্পানি লেনদেনে অংশ নিয়েছে। এসব কোম্পানির মধ্যে ১০৫ টির দর বেড়েছে, কমেছে ৬৮টির এবং ২১টির দর অপরিবর্তিত রয়েছে। সিএসইতে ১০ কোটি ৯০ লাখ টাকার শেয়ার ও ইউনিট লেনদেন হয়েছে। [810,90,982,232]
story-body: সদস্য সচিব মাহমুদ-উন-নবী, জেলা বিএনপির আহ্বায়ক সাইদুল ইসলাম, সদস্য সাইফুর রহমান প্রমুখ উপস্থিত ছিলেন। এদিকে, একই দাবিতে তিস্তা রক্ষা আন্দোলন নদীপাড়ের লালমনিরহাট, কুড়িগ্রাম, রংপুর ও গাইবান্ধা জেলা কার্যালয়ের মাধ্যমে মানববন্ধন ও সমাবেশ কর্মসূচি পালন করেছে বলে জানা গেছে। [333,1256,495,1399]
story-headline: সেপ্টেম্বরে রপ্তানি আয় কমেছে ৪.৭৩ [506,493,799,518]
column-cd [506,89,799,1925]
continued-note: শেষ পৃষ্ঠার পর [623,1015,682,1027]
story-headline: এজেন্ডা বিডির যৌথভাবে বাণিজ্যিক [508,1232,797,1257]
story-headline: ডিএসইতে দরপতনের [372,90,455,137]
column-f-top [992,89,1185,1228]
continued-note: তৃতীয় পৃষ্ঠার পর [380,809,447,821]
story-body: প্রশ্নে একমত নয়। আমরা মনে করি, জাতীয় নির্বাচনকে সামনে রেখে নভেম্বর অথবা ডিসেম্বরে এটা হতে পারে। গণভোট হয়ে গেলে ফেব্রুয়ারিতে নির্বাচন করতে কোনো বাধা থাকবে না। জনগণকে একটা জটিল অবস্থায় ফেলে না দিয়ে আগে গণভোটের আয়োজন করা উচিত। তিনি আরও বলেন, জুলাই সনদের আইনি ভিত্তি নিশ্চিত করতে হবে। সংস্কার প্রশ্নে জাতীয় ঐকমত্য কমিশনের সুপারিশ বাস্তবায়নে সরকারের আন্তরিকতা দেখতে চায় জামায়াত। এ সময় দলটির কেন্দ্রীয় নেতারা উপস্থিত ছিলেন। [810,1641,1185,1741]
continued-note: তৃতীয় পৃষ্ঠার পর [380,1237,447,1248]
story-body: বিমানবন্দরের নির্বাহী পরিচালক গ্রুপ ক্যাপ্টেন এস এম রাগীব সামাদ বলেন, ‘অনেক সময় দুর্যোগপূর্ণ আবহাওয়া থাকলে একসঙ্গে বেশ করেকটি ফ্লাইট অবতরণ করে। তখন যাত্রীদের মধ্যে ট্রলির চাহিদা বেড়ে যায়। আবার যদি নির্দিষ্ট সময় পরপর ফ্লাইট অবতরণ করে তাহলে এ সমস্যা থাকে না। তারপরও আমরা আরও পাঁচ শতাধিক ট্রলি সংগ্রহের চেষ্টা করছি। আশাকরি শিগগির ব্যবস্থা করতে পারবো। শাহজালাল বিমানবন্দরের তৃতীয় টার্মিনাল চালু হলে এ সংকট বা সমস্যা অনেকাংশেই কমে যাবে।’ [810,1229,1185,1313]
story-headline: গঙ্গাচড়ায় ঘূর্ণিঝড়ে [821,242,972,267]
story-body: পরিষদ আয়োজিত সংবাদ সম্মেলনে বক্তব্য রাখেন, চট্টগ্রাম পরিষদের পূজা উদযাপন কমিটির সভাপতি উজ্জ্বল কুমার, সাধারণ সম্পাদক শিমুল নাথ, বাংলাদেশ হিন্দু বৌদ্ধ খ্রিস্টান ঐক্য ফ্রন্ট হাটহাজারী উপজেলা শাখার সচিবসহ উদযাপন কমিটির নেতারা। বক্তারা বলেন, উৎসবের নিরাপত্তা নিশ্চিত করতে প্রশাসনের পাশাপাশি স্বেচ্ছাসেবক দল মণ্ডপে মণ্ডপে দায়িত্ব পালন করবে। এবার জেলায় পাঁচ শতাধিক মণ্ডপে দুর্গাপূজা উদযাপিত হচ্ছে বলে সংবাদ সম্মেলনে জানানো হয়। [333,526,495,727]
story-tree-ordinance [15,91,321,827]
story-sylhet-road-deaths [333,739,494,1016]
header-rule [15,72,1185,77]
continued-note: শেষ পৃষ্ঠার পর [969,1386,1027,1398]
continued-note: শেষ পৃষ্ঠার পর [623,1258,682,1270]
continued-note: শেষ পৃষ্ঠার পর [867,511,925,523]
story-body: শতাংশ, স্যালভো কেমিক্যালের ৪.৩৭ শতাংশ, এশিয়াটিক ল্যাবরেটরিজের ৪.০৩ শতাংশ, সিএপিএম বিডিবিএল মিউচুয়াল ফান্ড ওয়ানের ৩.৭০ শতাংশ ও আল-হাজ্ব টেক্সটাইলের ৩.৫৯ শতাংশ কমেছে। [333,157,495,242]
ef-top-row [811,89,1185,1228]
story-teesta-water [506,186,799,484]
